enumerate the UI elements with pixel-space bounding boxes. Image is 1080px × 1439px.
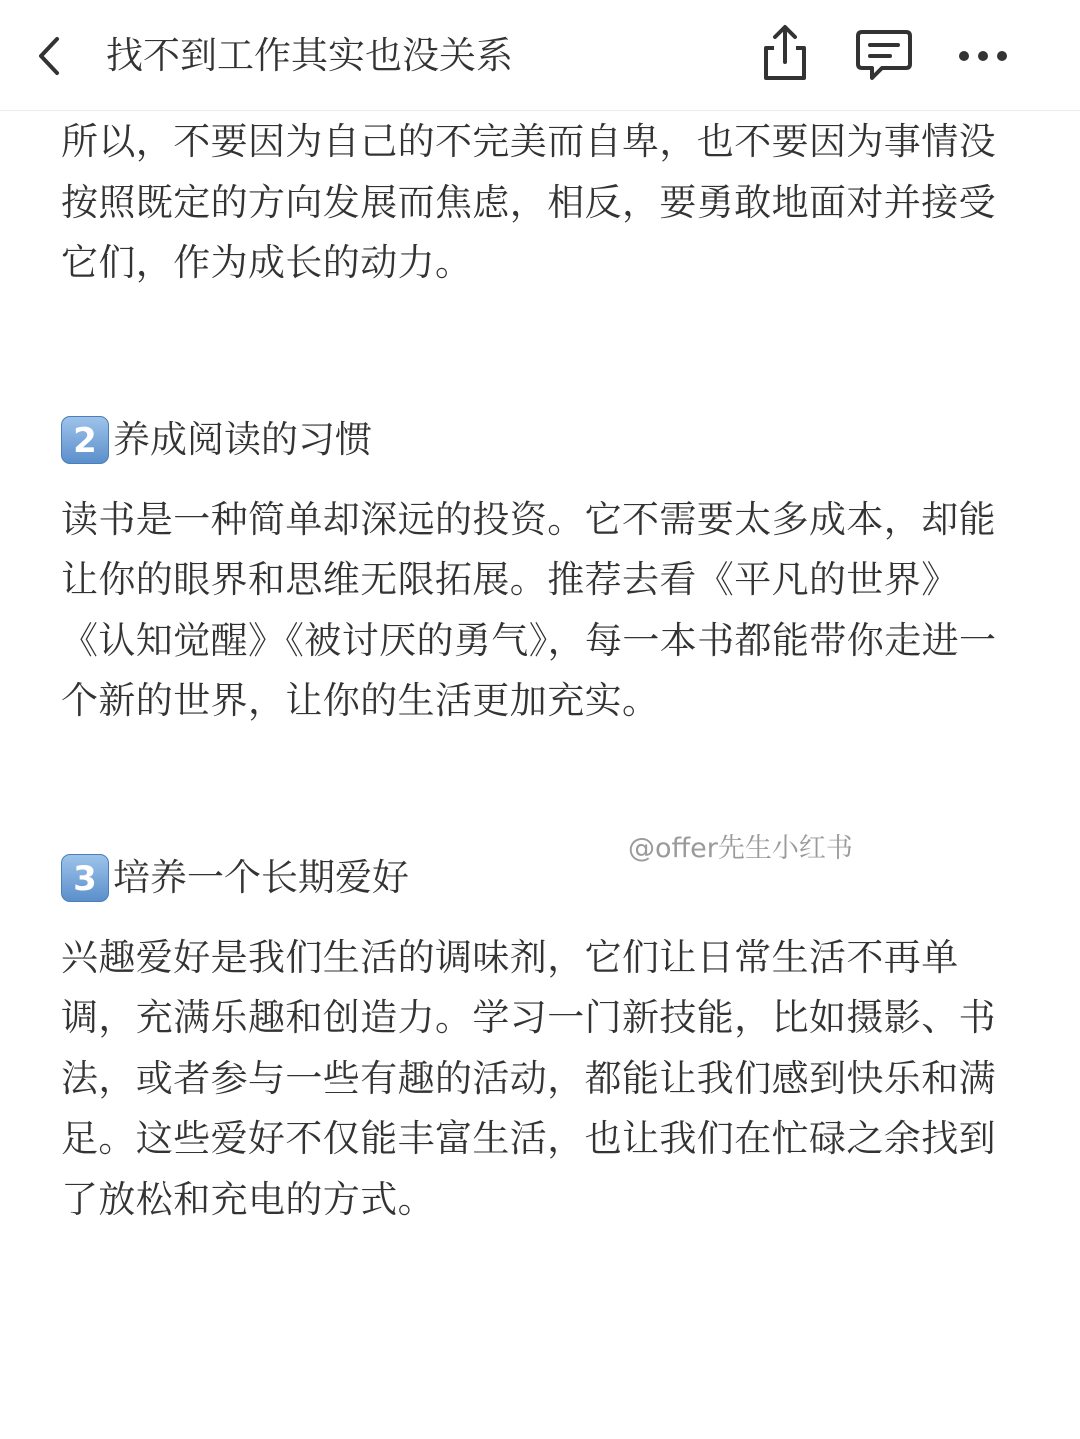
section-title: 培养一个长期爱好 bbox=[113, 855, 409, 899]
share-icon bbox=[754, 22, 814, 84]
chevron-left-icon bbox=[26, 30, 76, 80]
number-2-icon: 2 bbox=[61, 416, 109, 464]
section-2-paragraph: 读书是一种简单却深远的投资。它不需要太多成本，却能让你的眼界和思维无限拓展。推荐去看《平凡的世界》《认知觉醒》《被讨厌的勇气》，每一本书都能带你走进一个新的世界，让你的生活更加充实。 bbox=[61, 497, 997, 722]
top-navigation-bar bbox=[0, 0, 1080, 111]
back-button[interactable] bbox=[26, 30, 76, 80]
share-button[interactable] bbox=[754, 22, 814, 84]
comment-icon bbox=[854, 26, 914, 84]
watermark: @offer先生小红书 bbox=[628, 833, 853, 864]
page-title: 找不到工作其实也没关系 bbox=[106, 34, 513, 77]
more-horizontal-icon bbox=[952, 36, 1014, 76]
number-3-icon: 3 bbox=[61, 854, 109, 902]
intro-paragraph: 所以，不要因为自己的不完美而自卑，也不要因为事情没按照既定的方向发展而焦虑，相反，要勇敢地面对并接受它们，作为成长的动力。 bbox=[61, 120, 996, 284]
more-button[interactable] bbox=[952, 36, 1014, 76]
article-content bbox=[61, 112, 1001, 1230]
section-heading-3 bbox=[61, 848, 1001, 908]
comment-button[interactable] bbox=[854, 26, 914, 84]
section-3-paragraph: 兴趣爱好是我们生活的调味剂，它们让日常生活不再单调，充满乐趣和创造力。学习一门新技能，比如摄影、书法，或者参与一些有趣的活动，都能让我们感到快乐和满足。这些爱好不仅能丰富生活，也让我们在忙碌之余找到了放松和充电的方式。 bbox=[61, 935, 996, 1221]
section-heading-2 bbox=[61, 410, 1001, 470]
section-title: 养成阅读的习惯 bbox=[113, 417, 372, 461]
